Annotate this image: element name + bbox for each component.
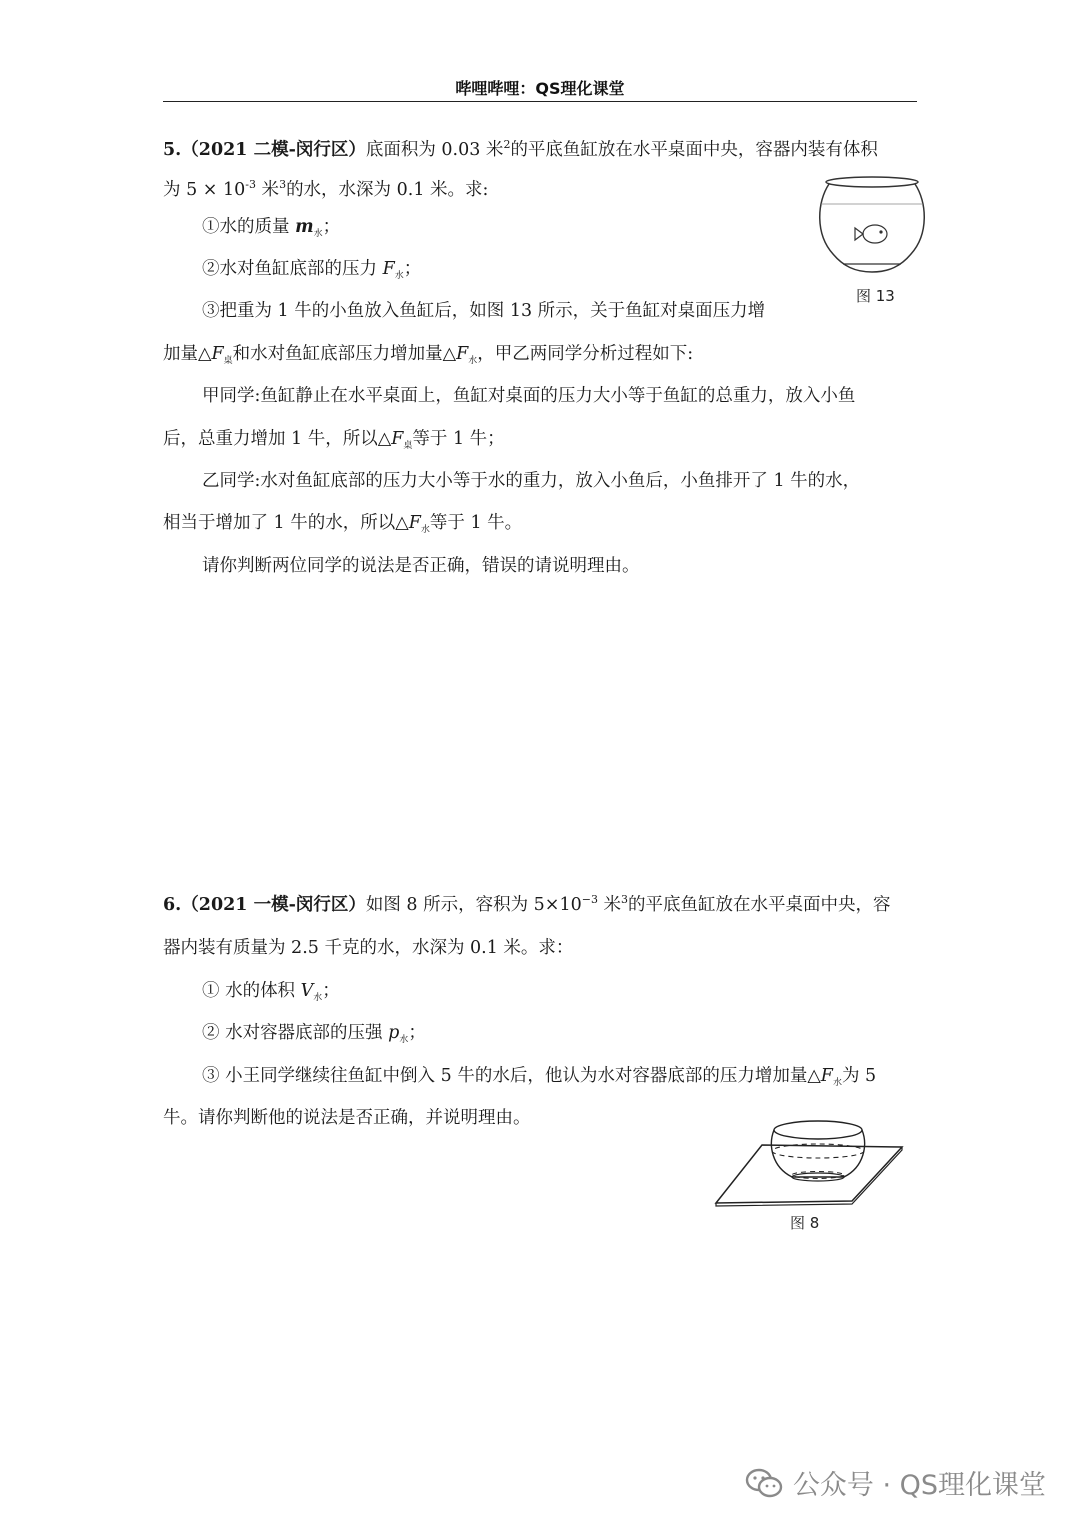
q5-yi-2 <box>163 511 522 542</box>
subscript: 桌 <box>223 356 233 366</box>
var-V: V <box>300 981 314 1001</box>
watermark <box>745 1463 1046 1502</box>
q6-sub-1 <box>202 979 340 1010</box>
q5-text: 等于 1 牛； <box>412 429 505 449</box>
q6-text: ① 水的体积 <box>202 981 301 1001</box>
q5-text: 的水，水深为 0.1 米。求: <box>286 180 489 200</box>
q5-text: ，甲乙两同学分析过程如下: <box>477 344 694 364</box>
q5-jia-2 <box>163 427 505 458</box>
q6-number: 6.（2021 一模-闵行区） <box>163 895 366 915</box>
q5-number: 5.（2021 二模-闵行区） <box>163 140 366 160</box>
q6-sub-3-cont: 牛。请你判断他的说法是否正确，并说明理由。 <box>163 1108 531 1128</box>
q5-text: ①水的质量 <box>202 217 296 237</box>
q6-text: 如图 8 所示，容积为 5×10 <box>365 895 582 915</box>
q5-text: 后，总重力增加 1 牛，所以△ <box>163 429 392 449</box>
q5-text: 米 <box>255 180 280 200</box>
q6-line-2: 器内装有质量为 2.5 千克的水，水深为 0.1 米。求： <box>163 938 574 958</box>
page-header: 哔哩哔哩：QS理化课堂 <box>455 79 625 98</box>
var-m: m <box>295 217 314 237</box>
q6-text: 为 5 <box>841 1066 877 1086</box>
fishbowl-figure-13 <box>815 172 930 282</box>
q5-text: 等于 1 牛。 <box>429 513 523 533</box>
var-p: p <box>388 1023 400 1043</box>
bowl-on-table-figure-8 <box>712 1115 908 1210</box>
q5-text: ； <box>403 259 422 279</box>
q5-line-1 <box>163 138 878 162</box>
q5-sup: -3 <box>245 178 256 191</box>
q5-sub-1 <box>202 215 340 246</box>
var-F: F <box>456 344 469 364</box>
q5-sub-3-cont <box>163 342 693 373</box>
subscript: 水 <box>313 229 323 239</box>
subscript: 水 <box>313 993 323 1003</box>
q6-line-1 <box>163 893 891 917</box>
q6-text: ② 水对容器底部的压强 <box>202 1023 389 1043</box>
var-F: F <box>820 1066 833 1086</box>
var-F: F <box>408 513 421 533</box>
q5-yi-1: 乙同学:水对鱼缸底部的压力大小等于水的重力，放入小鱼后，小鱼排开了 1 牛的水， <box>202 471 861 491</box>
q5-text: ； <box>322 217 341 237</box>
fish-icon <box>855 225 887 243</box>
q5-text: 的平底鱼缸放在水平桌面中央，容器内装有体积 <box>510 140 878 160</box>
subscript: 水 <box>420 525 430 535</box>
q6-sub-3 <box>202 1064 876 1095</box>
var-F: F <box>382 259 395 279</box>
q6-sup: 3 <box>621 893 629 906</box>
var-F: F <box>391 429 404 449</box>
q6-text: 的平底鱼缸放在水平桌面中央，容 <box>628 895 891 915</box>
q5-ask: 请你判断两位同学的说法是否正确，错误的请说明理由。 <box>202 556 640 576</box>
subscript: 水 <box>832 1078 842 1088</box>
wechat-icon <box>745 1467 783 1499</box>
q5-text: 相当于增加了 1 牛的水，所以△ <box>163 513 409 533</box>
q6-text: ； <box>408 1023 426 1043</box>
var-F: F <box>211 344 224 364</box>
q5-text: 加量△ <box>163 344 212 364</box>
q5-sub-3: ③把重为 1 牛的小鱼放入鱼缸后，如图 13 所示，关于鱼缸对桌面压力增 <box>202 301 766 321</box>
subscript: 桌 <box>403 441 413 451</box>
subscript: 水 <box>399 1035 409 1045</box>
q6-sup: −3 <box>581 893 598 906</box>
q6-text: 米 <box>597 895 622 915</box>
figure-8-caption: 图 8 <box>790 1214 820 1232</box>
q5-sup: 3 <box>279 178 287 191</box>
q5-sub-2 <box>202 257 421 288</box>
q6-text: ③ 小王同学继续往鱼缸中倒入 5 牛的水后，他认为水对容器底部的压力增加量△ <box>202 1066 821 1086</box>
watermark-text: 公众号 · QS理化课堂 <box>792 1470 1046 1501</box>
subscript: 水 <box>468 356 478 366</box>
header-rule <box>163 101 917 102</box>
q5-sup: 2 <box>503 138 511 151</box>
figure-13-caption: 图 13 <box>856 287 895 305</box>
subscript: 水 <box>394 271 404 281</box>
q5-jia-1: 甲同学:鱼缸静止在水平桌面上，鱼缸对桌面的压力大小等于鱼缸的总重力，放入小鱼 <box>202 386 856 406</box>
q5-text: 为 5 × 10 <box>163 180 246 200</box>
q5-text: 和水对鱼缸底部压力增加量△ <box>232 344 457 364</box>
q6-text: ； <box>322 981 340 1001</box>
q5-text: ②水对鱼缸底部的压力 <box>202 259 383 279</box>
q5-text: 底面积为 0.03 米 <box>365 140 504 160</box>
q5-line-2 <box>163 178 488 202</box>
q6-sub-2 <box>202 1021 426 1052</box>
